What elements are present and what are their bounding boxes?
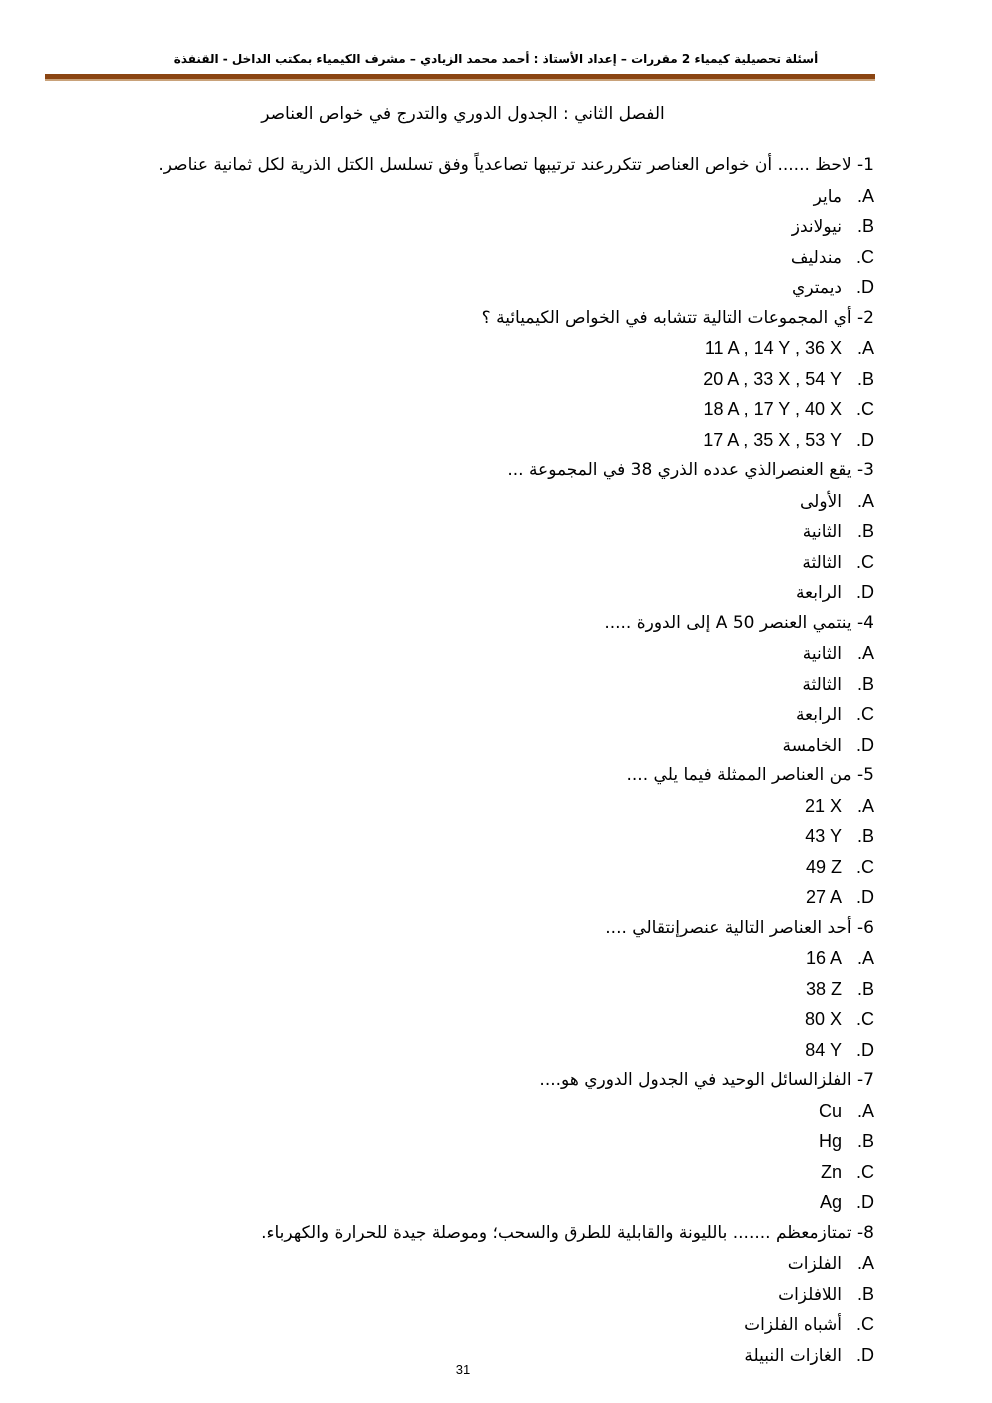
option-letter: C. xyxy=(855,704,874,724)
question-text: 5- من العناصر الممثلة فيما يلي .... xyxy=(626,765,874,785)
option-letter: C. xyxy=(855,246,874,267)
option-text: 38 Z xyxy=(805,978,842,999)
answer-option xyxy=(74,211,874,242)
option-text: ديمتري xyxy=(792,278,842,298)
option-letter: D. xyxy=(855,1192,874,1212)
answer-option xyxy=(74,364,874,395)
option-text: 80 X xyxy=(804,1009,842,1029)
option-letter: D. xyxy=(855,277,874,297)
option-letter: A. xyxy=(856,338,874,358)
option-text: الثانية xyxy=(802,644,842,664)
answer-option xyxy=(74,791,874,822)
option-text: الرابعة xyxy=(795,705,842,725)
question-text: 1- لاحظ ...... أن خواص العناصر تتكررعند ترتيبها تصاعدياً وفق تسلسل الكتل الذرية لكل ثمانية عناصر. xyxy=(158,155,874,175)
answer-option xyxy=(74,486,874,517)
question-text: 3- يقع العنصرالذي عدده الذري 38 في المجموعة ... xyxy=(507,460,874,480)
option-text: 20 A , 33 X , 54 Y xyxy=(703,368,842,389)
option-text: Cu xyxy=(818,1100,842,1121)
option-letter: C. xyxy=(855,1161,874,1182)
answer-option xyxy=(74,577,874,608)
option-text: الغازات النبيلة xyxy=(744,1345,842,1366)
header-divider xyxy=(45,74,875,79)
question-list xyxy=(74,150,874,1370)
option-text: الأولى xyxy=(800,491,842,512)
option-letter: B. xyxy=(856,978,874,999)
option-letter: B. xyxy=(856,673,874,694)
option-letter: B. xyxy=(856,216,874,236)
question-text: 2- أي المجموعات التالية تتشابه في الخواص الكيميائية ؟ xyxy=(481,307,874,328)
answer-option xyxy=(74,1187,874,1218)
option-letter: D. xyxy=(855,1039,874,1060)
option-letter: A. xyxy=(856,948,874,968)
option-letter: C. xyxy=(855,856,874,877)
answer-option xyxy=(74,882,874,913)
option-letter: C. xyxy=(855,1314,874,1334)
option-text: الثالثة xyxy=(802,674,842,695)
option-text: 21 X xyxy=(804,795,842,816)
option-text: الثانية xyxy=(802,522,842,542)
question-text: 4- ينتمي العنصر 50 A إلى الدورة ..... xyxy=(604,612,874,633)
answer-option xyxy=(74,516,874,547)
answer-option xyxy=(74,943,874,974)
answer-option xyxy=(74,242,874,273)
option-letter: A. xyxy=(856,643,874,663)
option-letter: D. xyxy=(855,582,874,602)
answer-option xyxy=(74,272,874,303)
option-text: نيولاندز xyxy=(791,217,842,237)
option-letter: B. xyxy=(856,826,874,846)
answer-option xyxy=(74,852,874,883)
answer-option xyxy=(74,333,874,364)
answer-option xyxy=(74,394,874,425)
option-letter: B. xyxy=(856,368,874,389)
option-letter: D. xyxy=(855,429,874,450)
answer-option xyxy=(74,974,874,1005)
option-letter: A. xyxy=(856,795,874,816)
option-text: 49 Z xyxy=(805,856,842,877)
option-text: مندليف xyxy=(790,247,842,268)
question-text: 8- تمتازمعظم ....... بالليونة والقابلية للطرق والسحب؛ وموصلة جيدة للحرارة والكهرباء. xyxy=(261,1222,874,1243)
option-text: 84 Y xyxy=(805,1039,842,1060)
answer-option xyxy=(74,425,874,456)
answer-option xyxy=(74,1279,874,1310)
option-letter: B. xyxy=(856,521,874,541)
option-text: 11 A , 14 Y , 36 X xyxy=(704,338,842,358)
answer-option xyxy=(74,1004,874,1035)
option-letter: A. xyxy=(856,1100,874,1121)
answer-option xyxy=(74,1035,874,1066)
page-number: 31 xyxy=(455,1362,471,1377)
option-letter: D. xyxy=(855,887,874,907)
chapter-title: الفصل الثاني : الجدول الدوري والتدرج في خواص العناصر xyxy=(261,104,665,124)
answer-option xyxy=(74,821,874,852)
option-letter: D. xyxy=(855,1344,874,1365)
question-text: 7- الفلزالسائل الوحيد في الجدول الدوري هو.... xyxy=(539,1070,874,1090)
option-letter: C. xyxy=(855,399,874,419)
option-letter: A. xyxy=(856,1253,874,1273)
option-text: 16 A xyxy=(805,948,842,968)
option-letter: C. xyxy=(855,551,874,572)
option-letter: A. xyxy=(856,490,874,511)
option-letter: D. xyxy=(855,734,874,755)
option-letter: B. xyxy=(856,1131,874,1151)
option-text: Zn xyxy=(820,1161,842,1182)
option-text: الفلزات xyxy=(787,1254,842,1274)
answer-option xyxy=(74,547,874,578)
option-text: اللافلزات xyxy=(778,1284,842,1305)
option-text: 17 A , 35 X , 53 Y xyxy=(703,429,842,450)
option-text: Hg xyxy=(818,1131,842,1151)
option-text: الثالثة xyxy=(802,552,842,573)
option-letter: C. xyxy=(855,1009,874,1029)
option-text: 27 A xyxy=(805,887,842,907)
answer-option xyxy=(74,1309,874,1340)
page-header-title: أسئلة تحصيلية كيمياء 2 مقررات – إعداد الأستاذ : أحمد محمد الزيادي – مشرف الكيمياء بمكتب الداخل - القنفذة xyxy=(173,52,819,66)
option-letter: A. xyxy=(856,185,874,206)
option-letter: B. xyxy=(856,1283,874,1304)
question-text: 6- أحد العناصر التالية عنصرإنتقالي .... xyxy=(605,917,874,938)
answer-option xyxy=(74,1096,874,1127)
option-text: الرابعة xyxy=(795,583,842,603)
option-text: Ag xyxy=(819,1192,842,1212)
answer-option xyxy=(74,1126,874,1157)
option-text: ماير xyxy=(813,186,842,207)
answer-option xyxy=(74,699,874,730)
answer-option xyxy=(74,181,874,212)
option-text: الخامسة xyxy=(782,735,842,756)
option-text: 18 A , 17 Y , 40 X xyxy=(703,399,842,419)
answer-option xyxy=(74,1157,874,1188)
answer-option xyxy=(74,1248,874,1279)
answer-option xyxy=(74,669,874,700)
answer-option xyxy=(74,730,874,761)
option-text: 43 Y xyxy=(805,826,842,846)
option-text: أشباه الفلزات xyxy=(744,1315,842,1335)
answer-option xyxy=(74,638,874,669)
